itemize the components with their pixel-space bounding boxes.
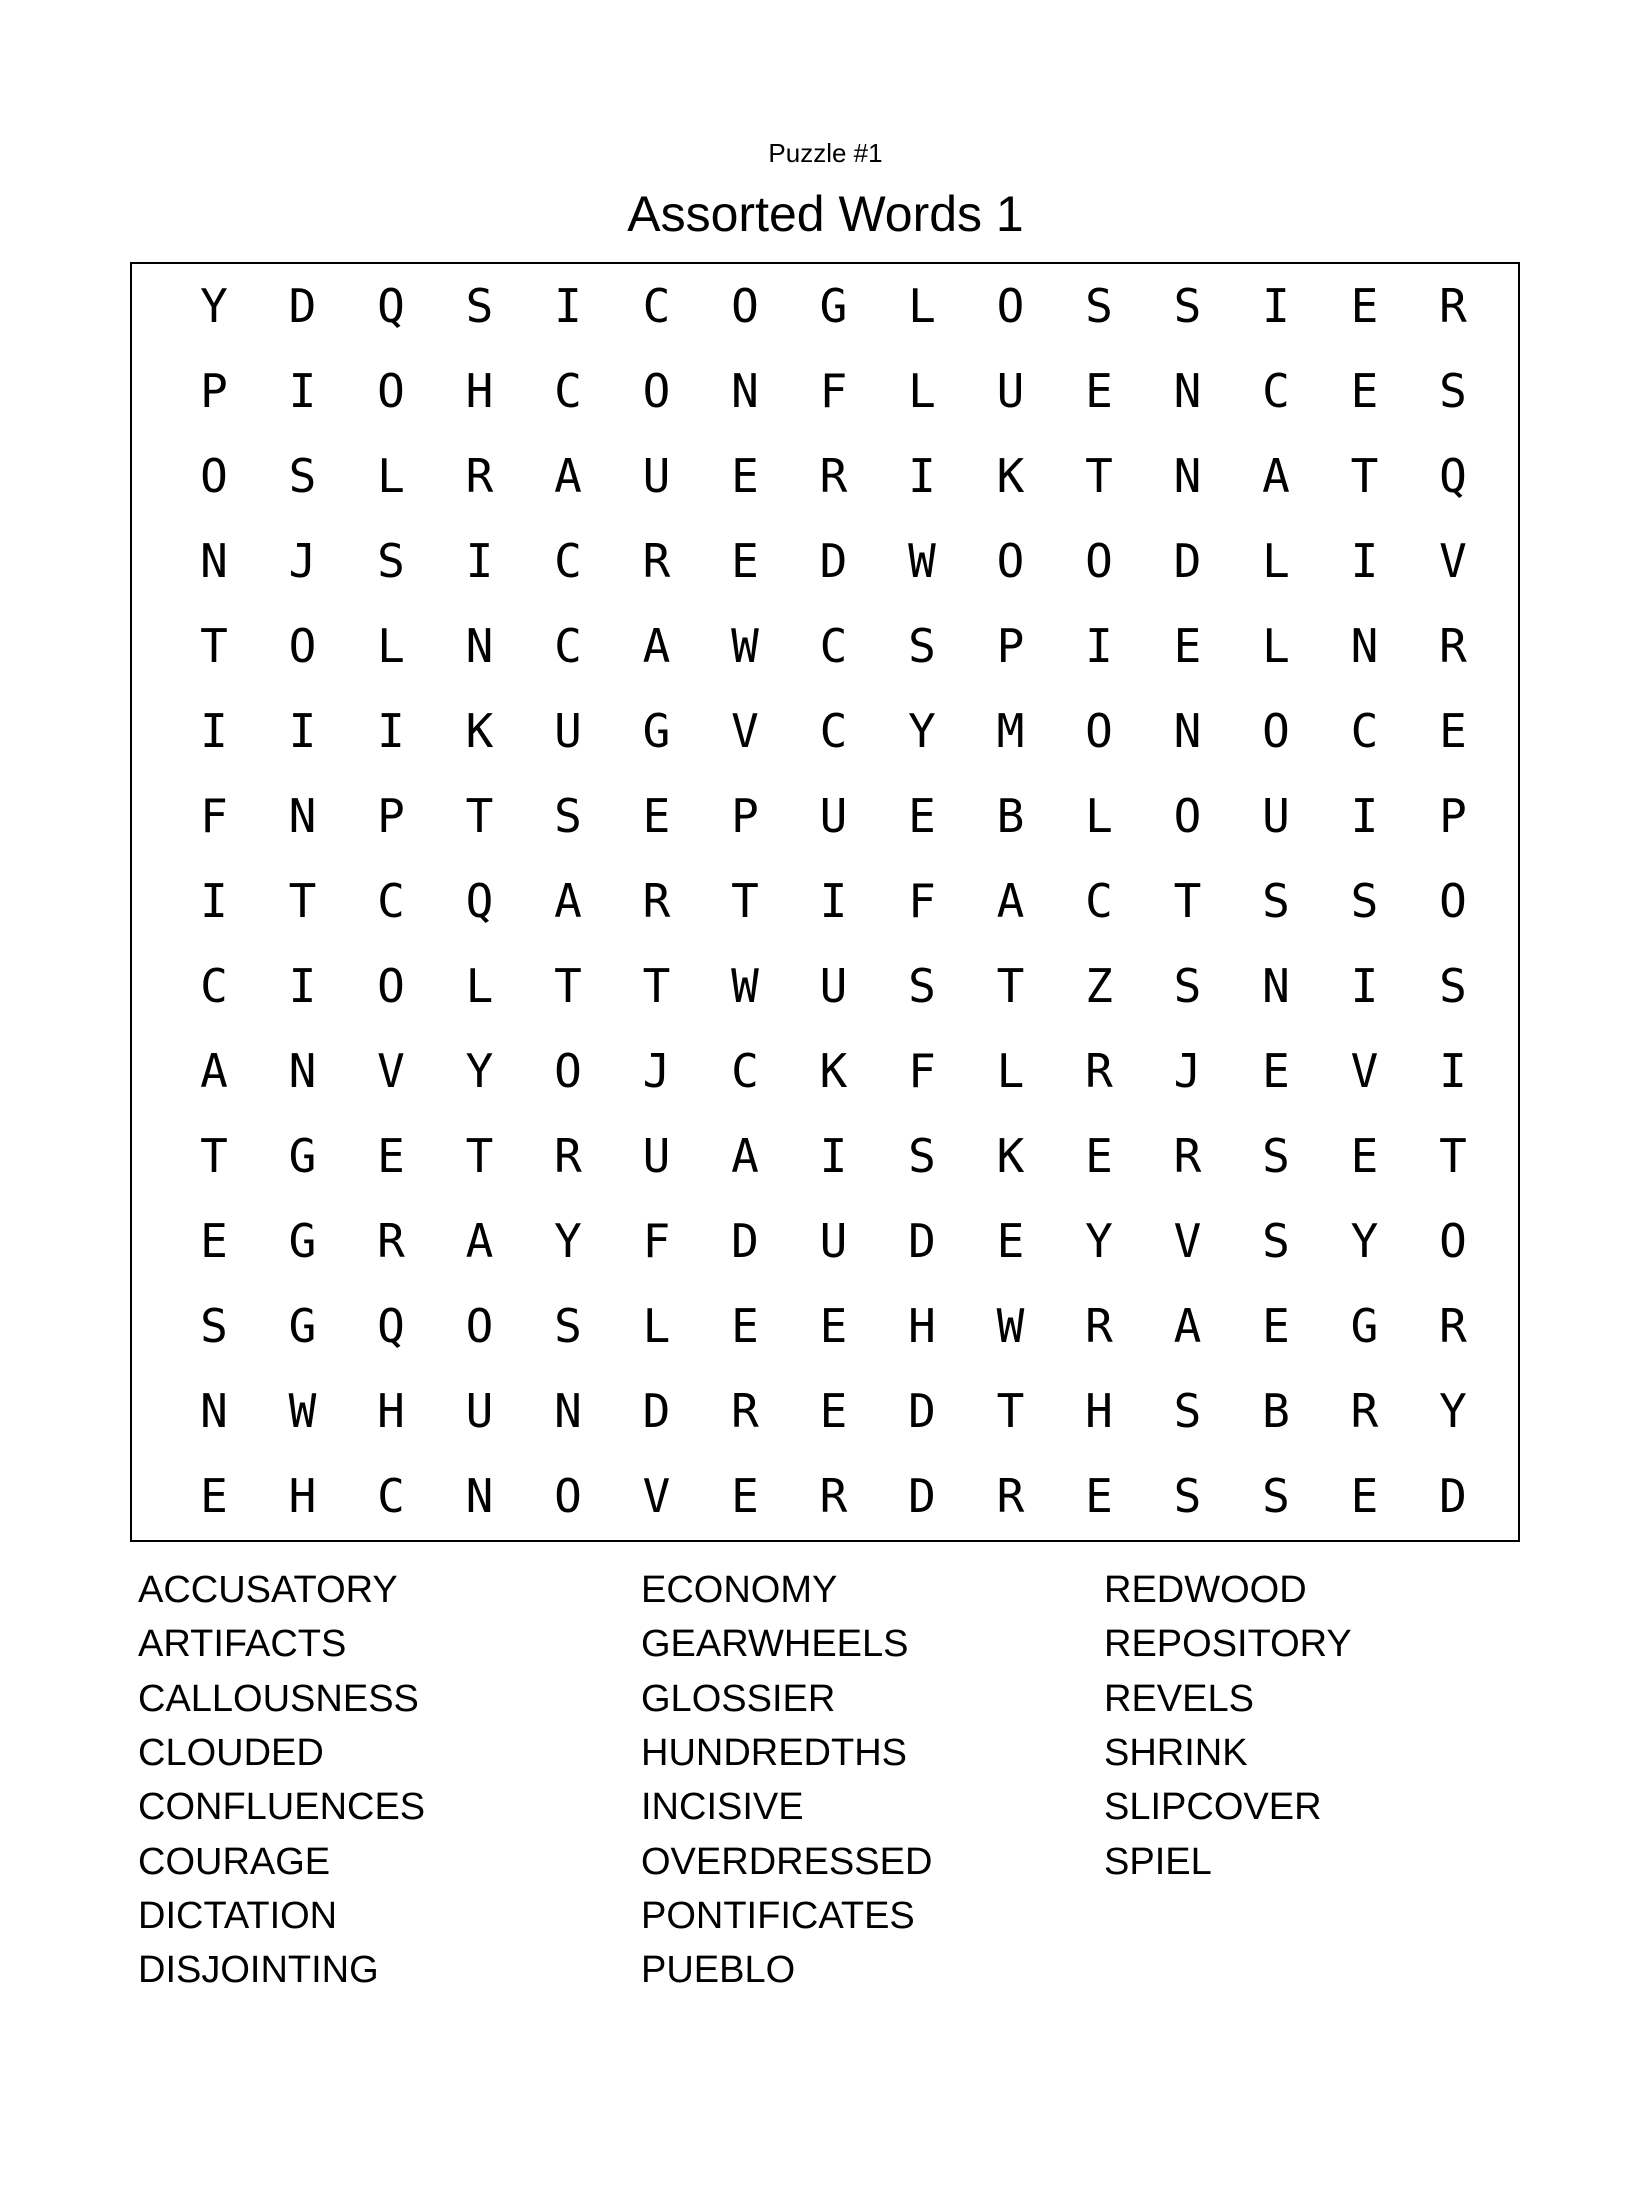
grid-cell[interactable]: T [1350, 449, 1379, 503]
grid-cell[interactable]: O [1439, 1214, 1467, 1268]
grid-cell[interactable]: S [908, 959, 936, 1013]
grid-cell[interactable]: E [1262, 1044, 1290, 1098]
grid-cell[interactable]: P [377, 789, 405, 843]
word-list-item: DICTATION [138, 1894, 338, 1937]
grid-cell[interactable]: J [288, 534, 317, 588]
grid-cell[interactable]: R [465, 449, 494, 503]
grid-cell[interactable]: O [1262, 704, 1290, 758]
letter-grid [130, 262, 1520, 1542]
grid-cell[interactable]: S [200, 1299, 228, 1353]
grid-cell[interactable]: R [554, 1129, 582, 1183]
grid-cell[interactable]: K [996, 449, 1025, 503]
grid-cell[interactable]: K [819, 1044, 848, 1098]
grid-cell[interactable]: E [731, 534, 759, 588]
grid-cell[interactable]: C [819, 619, 848, 673]
puzzle-title: Assorted Words 1 [627, 186, 1024, 242]
grid-cell[interactable]: L [377, 619, 405, 673]
grid-cell[interactable]: R [1439, 279, 1467, 333]
grid-cell[interactable]: F [908, 1044, 936, 1098]
grid-cell[interactable]: C [377, 874, 405, 928]
grid-cell[interactable]: D [908, 1214, 936, 1268]
grid-cell[interactable]: W [731, 619, 759, 673]
grid-cell[interactable]: V [731, 704, 759, 758]
grid-cell[interactable]: T [288, 874, 317, 928]
grid-cell[interactable]: O [377, 364, 405, 418]
grid-cell[interactable]: R [731, 1384, 759, 1438]
grid-cell[interactable]: G [288, 1299, 317, 1353]
grid-cell[interactable]: H [908, 1299, 936, 1353]
grid-cell[interactable]: P [996, 619, 1025, 673]
grid-cell[interactable]: S [1439, 959, 1467, 1013]
grid-cell[interactable]: V [377, 1044, 405, 1098]
grid-cell[interactable]: C [642, 279, 671, 333]
grid-cell[interactable]: N [1173, 704, 1202, 758]
grid-cell[interactable]: N [288, 789, 317, 843]
grid-cell[interactable]: D [731, 1214, 759, 1268]
grid-cell[interactable]: J [1173, 1044, 1202, 1098]
grid-cell[interactable]: U [996, 364, 1025, 418]
grid-cell[interactable]: E [1439, 704, 1467, 758]
grid-cell[interactable]: A [642, 619, 671, 673]
grid-cell[interactable]: O [377, 959, 405, 1013]
grid-cell[interactable]: G [819, 279, 848, 333]
grid-cell[interactable]: C [1262, 364, 1290, 418]
grid-cell[interactable]: C [1085, 874, 1113, 928]
grid-cell[interactable]: S [1173, 279, 1202, 333]
grid-cell[interactable]: H [1085, 1384, 1113, 1438]
grid-cell[interactable]: E [731, 449, 759, 503]
grid-cell[interactable]: V [1350, 1044, 1379, 1098]
grid-cell[interactable]: T [1439, 1129, 1467, 1183]
word-list-item: GLOSSIER [641, 1677, 836, 1720]
grid-cell[interactable]: D [288, 279, 317, 333]
grid-cell[interactable]: S [1173, 1469, 1202, 1523]
grid-cell[interactable]: A [200, 1044, 228, 1098]
grid-cell[interactable]: N [200, 1384, 228, 1438]
word-list-item: CALLOUSNESS [138, 1677, 419, 1720]
word-list-item: SHRINK [1104, 1731, 1248, 1774]
word-list-item: CLOUDED [138, 1731, 324, 1774]
grid-cell[interactable]: W [996, 1299, 1025, 1353]
grid-cell[interactable]: T [642, 959, 671, 1013]
grid-cell[interactable]: Y [1085, 1214, 1113, 1268]
grid-cell[interactable]: D [819, 534, 848, 588]
grid-cell[interactable]: Y [1350, 1214, 1379, 1268]
grid-cell[interactable]: I [288, 364, 317, 418]
grid-cell[interactable]: K [996, 1129, 1025, 1183]
grid-cell[interactable]: L [377, 449, 405, 503]
grid-cell[interactable]: I [288, 704, 317, 758]
word-list-item: PONTIFICATES [641, 1894, 915, 1937]
grid-cell[interactable]: O [1439, 874, 1467, 928]
word-list-item: ARTIFACTS [138, 1623, 347, 1666]
grid-cell[interactable]: S [908, 1129, 936, 1183]
grid-cell[interactable]: D [1173, 534, 1202, 588]
grid-cell[interactable]: I [377, 704, 405, 758]
grid-cell[interactable]: I [1350, 959, 1379, 1013]
grid-cell[interactable]: I [819, 874, 848, 928]
grid-cell[interactable]: J [642, 1044, 671, 1098]
grid-cell[interactable]: O [1173, 789, 1202, 843]
grid-cell[interactable]: D [642, 1384, 671, 1438]
grid-cell[interactable]: O [996, 279, 1025, 333]
grid-cell[interactable]: O [288, 619, 317, 673]
grid-cell[interactable]: C [731, 1044, 759, 1098]
grid-cell[interactable]: R [996, 1469, 1025, 1523]
grid-cell[interactable]: I [1439, 1044, 1467, 1098]
grid-cell[interactable]: R [642, 874, 671, 928]
grid-cell[interactable]: S [1173, 959, 1202, 1013]
grid-cell[interactable]: O [554, 1044, 582, 1098]
grid-cell[interactable]: N [465, 1469, 494, 1523]
grid-cell[interactable]: C [554, 534, 582, 588]
grid-cell[interactable]: F [200, 789, 228, 843]
grid-cell[interactable]: R [1439, 1299, 1467, 1353]
grid-cell[interactable]: S [554, 1299, 582, 1353]
grid-cell[interactable]: T [200, 619, 228, 673]
grid-cell[interactable]: T [554, 959, 582, 1013]
grid-cell[interactable]: L [908, 279, 936, 333]
grid-cell[interactable]: T [200, 1129, 228, 1183]
grid-cell[interactable]: O [996, 534, 1025, 588]
grid-cell[interactable]: L [1262, 534, 1290, 588]
grid-cell[interactable]: U [819, 789, 848, 843]
grid-cell[interactable]: S [554, 789, 582, 843]
grid-cell[interactable]: O [554, 1469, 582, 1523]
grid-cell[interactable]: N [200, 534, 228, 588]
grid-cell[interactable]: L [908, 364, 936, 418]
grid-cell[interactable]: S [1173, 1384, 1202, 1438]
grid-cell[interactable]: L [642, 1299, 671, 1353]
grid-cell[interactable]: S [377, 534, 405, 588]
grid-cell[interactable]: S [1439, 364, 1467, 418]
grid-cell[interactable]: I [200, 704, 228, 758]
grid-cell[interactable]: C [1350, 704, 1379, 758]
grid-cell[interactable]: E [731, 1299, 759, 1353]
word-list-item: CONFLUENCES [138, 1786, 426, 1829]
grid-cell[interactable]: Y [908, 704, 936, 758]
grid-cell[interactable]: S [288, 449, 317, 503]
grid-cell[interactable]: D [908, 1384, 936, 1438]
grid-cell[interactable]: E [908, 789, 936, 843]
word-list-item: DISJOINTING [138, 1949, 379, 1992]
word-list-item: ECONOMY [641, 1569, 838, 1611]
grid-cell[interactable]: N [1173, 449, 1202, 503]
grid-cell[interactable]: S [908, 619, 936, 673]
grid-cell[interactable]: R [1085, 1299, 1113, 1353]
grid-cell[interactable]: Q [377, 279, 405, 333]
grid-cell[interactable]: S [1262, 874, 1290, 928]
grid-cell[interactable]: V [1439, 534, 1467, 588]
grid-cell[interactable]: E [200, 1214, 228, 1268]
grid-cell[interactable]: O [200, 449, 228, 503]
grid-cell[interactable]: L [1262, 619, 1290, 673]
grid-cell[interactable]: B [996, 789, 1025, 843]
grid-cell[interactable]: A [996, 874, 1025, 928]
grid-cell[interactable]: A [1262, 449, 1290, 503]
grid-cell[interactable]: C [819, 704, 848, 758]
word-list-item: REDWOOD [1104, 1569, 1307, 1611]
puzzle-number: Puzzle #1 [768, 138, 883, 168]
grid-cell[interactable]: M [996, 704, 1025, 758]
grid-cell[interactable]: I [1085, 619, 1113, 673]
grid-cell[interactable]: N [465, 619, 494, 673]
grid-cell[interactable]: T [1085, 449, 1113, 503]
grid-cell[interactable]: I [288, 959, 317, 1013]
grid-cell[interactable]: W [908, 534, 936, 588]
grid-cell[interactable]: F [908, 874, 936, 928]
grid-cell[interactable]: N [1350, 619, 1379, 673]
grid-cell[interactable]: F [642, 1214, 671, 1268]
grid-cell[interactable]: E [1350, 364, 1379, 418]
grid-cell[interactable]: D [908, 1469, 936, 1523]
grid-cell[interactable]: S [1350, 874, 1379, 928]
grid-cell[interactable]: Y [465, 1044, 494, 1098]
grid-cell[interactable]: I [1350, 534, 1379, 588]
grid-cell[interactable]: A [731, 1129, 759, 1183]
grid-cell[interactable]: P [200, 364, 228, 418]
grid-cell[interactable]: R [1085, 1044, 1113, 1098]
grid-cell[interactable]: E [819, 1384, 848, 1438]
grid-cell[interactable]: N [554, 1384, 582, 1438]
word-list-item: HUNDREDTHS [641, 1731, 907, 1774]
grid-cell[interactable]: T [996, 1384, 1025, 1438]
grid-cell[interactable]: P [731, 789, 759, 843]
grid-cell[interactable]: W [731, 959, 759, 1013]
grid-cell[interactable]: T [1173, 874, 1202, 928]
grid-cell[interactable]: T [465, 789, 494, 843]
grid-cell[interactable]: E [1262, 1299, 1290, 1353]
word-list-item: GEARWHEELS [641, 1623, 909, 1666]
grid-cell[interactable]: U [465, 1384, 494, 1438]
grid-cell[interactable]: O [731, 279, 759, 333]
grid-cell[interactable]: E [1085, 1469, 1113, 1523]
word-list-item: SPIEL [1104, 1840, 1212, 1883]
grid-cell[interactable]: S [465, 279, 494, 333]
grid-cell[interactable]: U [819, 959, 848, 1013]
grid-cell[interactable]: O [465, 1299, 494, 1353]
grid-cell[interactable]: C [554, 619, 582, 673]
grid-cell[interactable]: Y [554, 1214, 582, 1268]
grid-cell[interactable]: O [1085, 534, 1113, 588]
grid-cell[interactable]: E [996, 1214, 1025, 1268]
grid-cell[interactable]: R [1439, 619, 1467, 673]
grid-cell[interactable]: R [377, 1214, 405, 1268]
grid-cell[interactable]: U [642, 449, 671, 503]
grid-cell[interactable]: G [642, 704, 671, 758]
grid-cell[interactable]: Q [377, 1299, 405, 1353]
grid-cell[interactable]: E [1085, 364, 1113, 418]
grid-cell[interactable]: I [200, 874, 228, 928]
grid-cell[interactable]: C [554, 364, 582, 418]
grid-cell[interactable]: P [1439, 789, 1467, 843]
word-list-item: REPOSITORY [1104, 1623, 1352, 1666]
grid-cell[interactable]: E [731, 1469, 759, 1523]
grid-cell[interactable]: S [1262, 1214, 1290, 1268]
grid-cell[interactable]: L [1085, 789, 1113, 843]
grid-cell[interactable]: H [377, 1384, 405, 1438]
grid-cell[interactable]: R [642, 534, 671, 588]
grid-cell[interactable]: S [1085, 279, 1113, 333]
grid-cell[interactable]: V [642, 1469, 671, 1523]
grid-cell[interactable]: A [465, 1214, 494, 1268]
grid-cell[interactable]: B [1262, 1384, 1290, 1438]
word-list-item: REVELS [1104, 1677, 1254, 1720]
grid-cell[interactable]: Q [465, 874, 494, 928]
grid-cell[interactable]: Y [200, 279, 228, 333]
grid-cell[interactable]: L [465, 959, 494, 1013]
grid-cell[interactable]: I [1262, 279, 1290, 333]
grid-cell[interactable]: I [1350, 789, 1379, 843]
grid-cell[interactable]: V [1173, 1214, 1202, 1268]
grid-cell[interactable]: I [819, 1129, 848, 1183]
grid-cell[interactable]: R [819, 449, 848, 503]
grid-cell[interactable]: O [642, 364, 671, 418]
grid-cell[interactable]: L [996, 1044, 1025, 1098]
word-list-item: COURAGE [138, 1840, 331, 1883]
grid-cell[interactable]: U [554, 704, 582, 758]
word-list-item: SLIPCOVER [1104, 1786, 1322, 1829]
grid-cell[interactable]: S [1262, 1129, 1290, 1183]
grid-cell[interactable]: E [1350, 279, 1379, 333]
word-list-item: INCISIVE [641, 1786, 804, 1829]
grid-cell[interactable]: R [1350, 1384, 1379, 1438]
grid-cell[interactable]: N [1262, 959, 1290, 1013]
grid-cell[interactable]: N [1173, 364, 1202, 418]
grid-cell[interactable]: K [465, 704, 494, 758]
grid-cell[interactable]: S [1262, 1469, 1290, 1523]
grid-cell[interactable]: Y [1439, 1384, 1467, 1438]
grid-cell[interactable]: I [465, 534, 494, 588]
grid-cell[interactable]: N [288, 1044, 317, 1098]
grid-cell[interactable]: I [908, 449, 936, 503]
grid-cell[interactable]: E [1350, 1129, 1379, 1183]
grid-cell[interactable]: T [465, 1129, 494, 1183]
grid-cell[interactable]: A [1173, 1299, 1202, 1353]
grid-cell[interactable]: U [1262, 789, 1290, 843]
grid-cell[interactable]: Q [1439, 449, 1467, 503]
grid-cell[interactable]: A [554, 874, 582, 928]
grid-cell[interactable]: E [377, 1129, 405, 1183]
grid-cell[interactable]: C [200, 959, 228, 1013]
grid-cell[interactable]: Z [1085, 959, 1113, 1013]
grid-cell[interactable]: C [377, 1469, 405, 1523]
word-list-item: OVERDRESSED [641, 1840, 933, 1883]
grid-cell[interactable]: G [288, 1214, 317, 1268]
grid-cell[interactable]: I [554, 279, 582, 333]
grid-cell[interactable]: D [1439, 1469, 1467, 1523]
grid-cell[interactable]: E [819, 1299, 848, 1353]
grid-cell[interactable]: E [200, 1469, 228, 1523]
grid-cell[interactable]: O [1085, 704, 1113, 758]
grid-cell[interactable]: R [1173, 1129, 1202, 1183]
grid-cell[interactable]: R [819, 1469, 848, 1523]
grid-cell[interactable]: E [1085, 1129, 1113, 1183]
word-list-item: ACCUSATORY [138, 1569, 398, 1611]
grid-cell[interactable]: G [288, 1129, 317, 1183]
grid-cell[interactable]: U [642, 1129, 671, 1183]
grid-cell[interactable]: A [554, 449, 582, 503]
grid-cell[interactable]: G [1350, 1299, 1379, 1353]
grid-cell[interactable]: E [1350, 1469, 1379, 1523]
grid-cell[interactable]: F [819, 364, 848, 418]
grid-cell[interactable]: H [465, 364, 494, 418]
grid-cell[interactable]: T [996, 959, 1025, 1013]
grid-cell[interactable]: E [1173, 619, 1202, 673]
grid-cell[interactable]: U [819, 1214, 848, 1268]
grid-cell[interactable]: H [288, 1469, 317, 1523]
grid-cell[interactable]: W [288, 1384, 317, 1438]
word-list-item: PUEBLO [641, 1949, 796, 1992]
grid-cell[interactable]: E [642, 789, 671, 843]
grid-cell[interactable]: T [731, 874, 759, 928]
grid-cell[interactable]: N [731, 364, 759, 418]
